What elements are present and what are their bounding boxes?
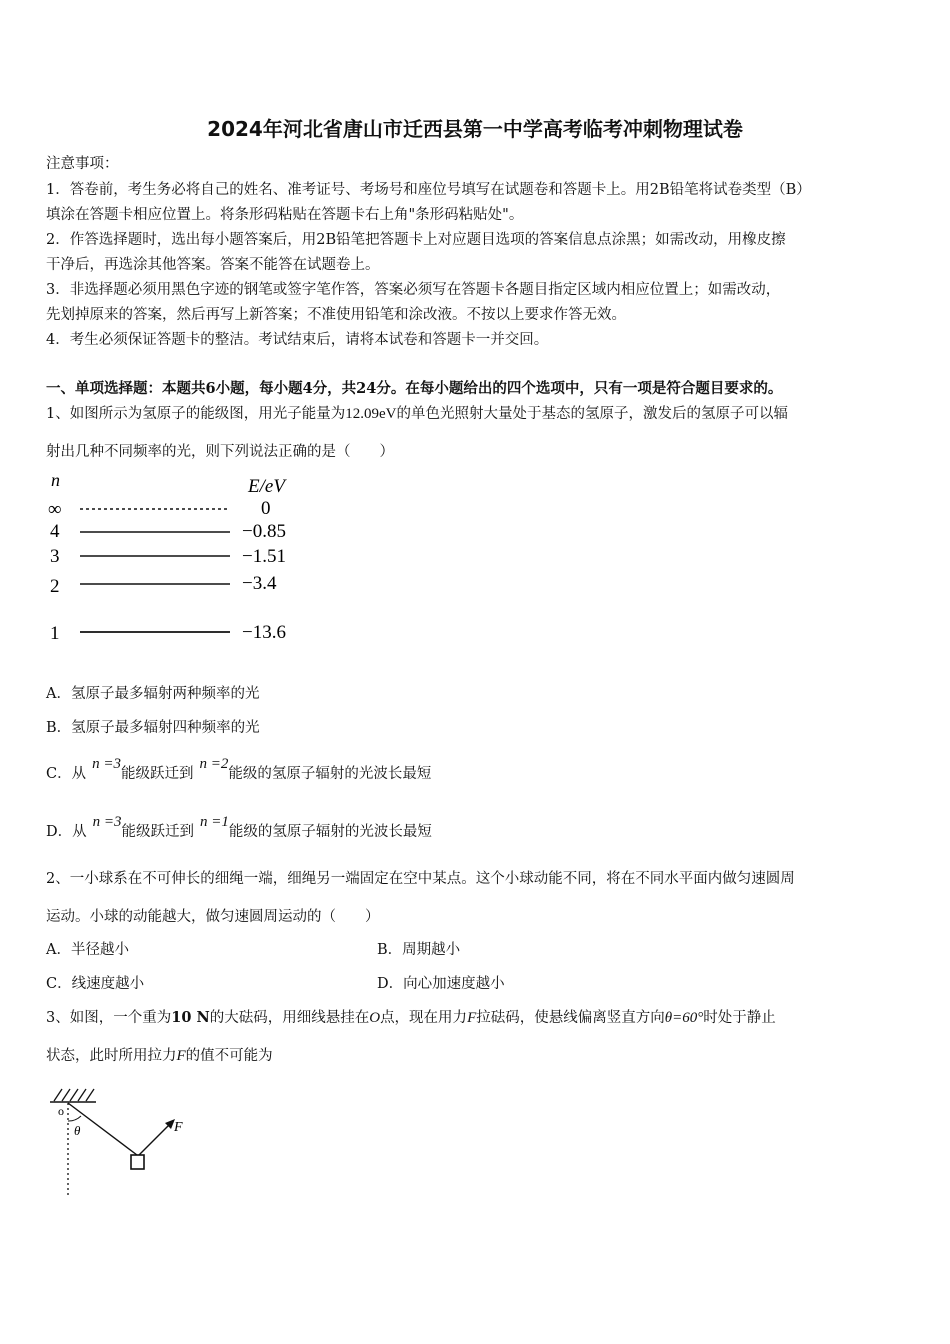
page-title: 2024年河北省唐山市迁西县第一中学高考临考冲刺物理试卷 <box>207 117 743 141</box>
q1-option-c <box>46 756 432 783</box>
q3-stem-d: 拉砝码，使悬线偏离竖直方向 <box>476 1010 665 1026</box>
q2-option-a: A．半径越小 <box>46 942 129 958</box>
notice-line-1: 1．答卷前，考生务必将自己的姓名、准考证号、考场号和座位号填写在试题卷和答题卡上。用2B铅笔将试卷类型（B） <box>46 182 811 198</box>
q1-option-b: B．氢原子最多辐射四种频率的光 <box>46 720 260 736</box>
q1-option-d-pre: D．从 <box>46 824 87 840</box>
q2-option-b: B．周期越小 <box>377 942 461 958</box>
level-e-3: −1.51 <box>242 546 286 567</box>
q3-stem-e: 时处于静止 <box>703 1010 776 1026</box>
q3-stem-b: 的大砝码，用细线悬挂在 <box>209 1010 370 1026</box>
level-n-3: 3 <box>50 546 60 567</box>
level-n-infinity: ∞ <box>48 499 62 520</box>
angle-arc <box>68 1116 81 1121</box>
q3-weight: 10 N <box>171 1009 210 1026</box>
notice-line-4: 干净后，再选涂其他答案。答案不能答在试题卷上。 <box>46 257 380 273</box>
section-1-heading: 一、单项选择题：本题共6小题，每小题4分，共24分。在每小题给出的四个选项中，只有一项是符合题目要求的。 <box>46 380 783 397</box>
notice-line-2: 填涂在答题卡相应位置上。将条形码粘贴在答题卡右上角"条形码粘贴处"。 <box>46 207 524 223</box>
level-e-4: −0.85 <box>242 521 286 542</box>
q1-option-d-post: 能级的氢原子辐射的光波长最短 <box>228 824 432 840</box>
q3-angle: θ=60° <box>664 1010 704 1026</box>
q3-force-f-2: F <box>176 1048 186 1064</box>
angle-label-theta: θ <box>74 1123 81 1138</box>
q1-option-d <box>46 814 432 841</box>
notice-line-7: 4．考生必须保证答题卡的整洁。考试结束后，请将本试卷和答题卡一并交回。 <box>46 332 549 348</box>
q1-option-d-from: n =3 <box>92 814 122 830</box>
q1-option-d-to: n =1 <box>200 814 229 830</box>
q1-option-a: A．氢原子最多辐射两种频率的光 <box>46 686 260 702</box>
notice-heading: 注意事项： <box>46 156 119 172</box>
notice-line-3: 2．作答选择题时，选出每小题答案后，用2B铅笔把答题卡上对应题目选项的答案信息点涂黑；如需改动，用橡皮擦 <box>46 232 786 248</box>
level-n-4: 4 <box>50 521 60 542</box>
q1-option-c-from: n =3 <box>92 756 121 772</box>
energy-level-diagram <box>40 468 320 653</box>
q2-option-c: C．线速度越小 <box>46 976 145 992</box>
q3-force-f: F <box>467 1010 477 1026</box>
ceiling-hatching <box>54 1089 94 1101</box>
level-e-1: −13.6 <box>242 622 286 643</box>
q1-energy-value: 12.09eV <box>345 406 397 422</box>
level-n-1: 1 <box>50 623 60 644</box>
q3-stem-line-1 <box>46 1006 776 1027</box>
q2-option-d: D．向心加速度越小 <box>377 976 505 992</box>
q2-stem-line-1: 2、一小球系在不可伸长的细绳一端，细绳另一端固定在空中某点。这个小球动能不同，将在不同水平面内做匀速圆周 <box>46 871 795 887</box>
q3-force-diagram <box>48 1085 208 1200</box>
notice-line-6: 先划掉原来的答案，然后再写上新答案；不准使用铅笔和涂改液。不按以上要求作答无效。 <box>46 307 626 323</box>
level-e-infinity: 0 <box>261 498 271 519</box>
weight-block <box>131 1155 144 1169</box>
q1-stem-post: 的单色光照射大量处于基态的氢原子，激发后的氢原子可以辐 <box>396 406 788 422</box>
force-label-f: F <box>174 1120 183 1135</box>
q3-stem-line-2 <box>46 1044 273 1065</box>
q1-option-c-mid: 能级跃迁到 <box>120 766 194 782</box>
q1-option-c-post: 能级的氢原子辐射的光波长最短 <box>228 766 432 782</box>
q1-stem-pre: 1、如图所示为氢原子的能级图，用光子能量为 <box>46 406 346 422</box>
q1-stem-line-2: 射出几种不同频率的光，则下列说法正确的是（ ） <box>46 444 394 460</box>
level-e-2: −3.4 <box>242 573 277 594</box>
q1-option-d-mid: 能级跃迁到 <box>121 824 195 840</box>
n-axis-label: n <box>51 470 60 490</box>
energy-axis-label: E/eV <box>248 476 285 497</box>
force-arrow-shaft <box>139 1122 172 1155</box>
q3-stem-c: 点，现在用力 <box>380 1010 468 1026</box>
q1-stem-line-1 <box>46 402 788 423</box>
q1-option-c-pre: C．从 <box>46 766 87 782</box>
q2-stem-line-2: 运动。小球的动能越大，做匀速圆周运动的（ ） <box>46 909 380 925</box>
q3-stem-line2-pre: 状态，此时所用拉力 <box>46 1048 177 1064</box>
q3-stem-a: 3、如图，一个重为 <box>46 1010 172 1026</box>
pivot-label-o: o <box>58 1104 64 1118</box>
q3-stem-line2-post: 的值不可能为 <box>185 1048 273 1064</box>
notice-line-5: 3．非选择题必须用黑色字迹的钢笔或签字笔作答，答案必须写在答题卡各题目指定区域内相应位置上；如需改动， <box>46 282 781 298</box>
q3-point-o: O <box>369 1010 381 1026</box>
q1-option-c-to: n =2 <box>199 756 229 772</box>
level-n-2: 2 <box>50 576 60 597</box>
